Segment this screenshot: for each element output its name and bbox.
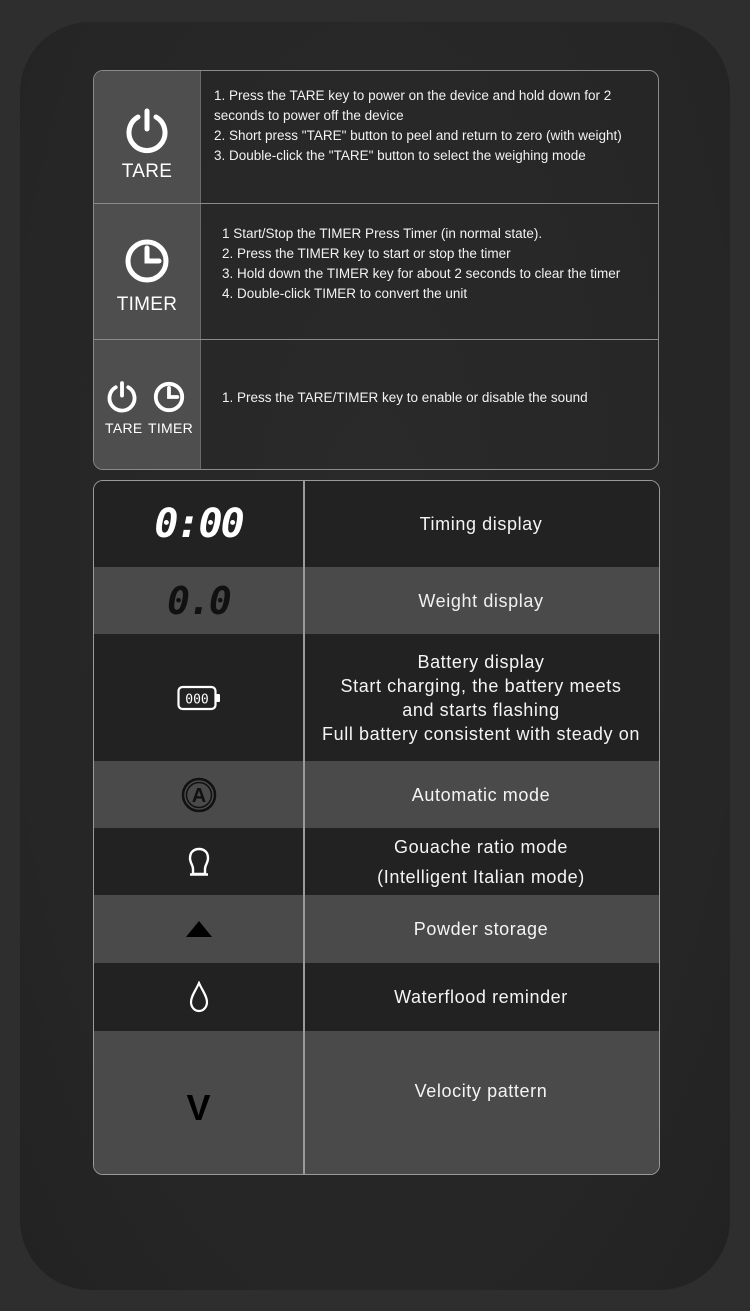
description-line: Battery display: [417, 651, 545, 672]
display-description: [303, 761, 659, 828]
tare-instructions: [214, 86, 650, 166]
instruction-line: 4. Double-click TIMER to convert the unit: [222, 286, 468, 301]
battery-digits: 000: [184, 692, 209, 707]
key-row-tare-timer: [94, 340, 658, 470]
description-line: Timing display: [419, 514, 543, 534]
power-icon: [124, 108, 170, 154]
icon-cell: [94, 1031, 303, 1175]
icon-cell: [94, 567, 303, 634]
description-line: Start charging, the battery meets: [340, 675, 622, 696]
display-description: [303, 567, 659, 634]
key-icon-cell: [94, 204, 201, 339]
portafilter-icon: [186, 847, 212, 877]
segment-digits-timer-icon: 0:00: [154, 501, 243, 547]
tare-label: TARE: [105, 420, 143, 436]
description-line: Powder storage: [413, 919, 549, 939]
description-line: Velocity pattern: [414, 1081, 548, 1101]
icon-cell: [94, 828, 303, 895]
display-row-velocity: [94, 1031, 659, 1175]
display-description: [303, 895, 659, 963]
letter-v-icon: V: [186, 1086, 211, 1128]
instruction-line: 1. Press the TARE key to power on the device and hold down for 2 seconds to power off the device: [214, 88, 612, 123]
key-row-timer: [94, 204, 658, 340]
instruction-line: 3. Hold down the TIMER key for about 2 seconds to clear the timer: [222, 266, 621, 281]
display-description: [303, 481, 659, 567]
display-row-automatic: [94, 761, 659, 828]
description-line: Waterflood reminder: [394, 987, 568, 1007]
display-description: [303, 828, 659, 895]
column-divider: [303, 481, 305, 1174]
icon-cell: [94, 634, 303, 761]
key-icon-cell: [94, 340, 201, 470]
timer-instructions: [222, 224, 650, 304]
display-row-waterflood: [94, 963, 659, 1031]
icon-cell: [94, 963, 303, 1031]
instruction-line: 2. Short press "TARE" button to peel and return to zero (with weight): [214, 128, 622, 143]
instruction-line: 1. Press the TARE/TIMER key to enable or disable the sound: [222, 390, 588, 405]
icon-cell: [94, 895, 303, 963]
timer-label: TIMER: [116, 294, 178, 315]
sound-instructions: [222, 388, 650, 408]
description-line: Gouache ratio mode: [394, 836, 568, 857]
circled-a-letter: A: [191, 784, 206, 807]
display-row-gouache: [94, 828, 659, 895]
display-row-powder: [94, 895, 659, 963]
tare-label: TARE: [121, 161, 173, 182]
key-row-tare: [94, 71, 658, 204]
icon-cell: [94, 481, 303, 567]
instruction-line: 1 Start/Stop the TIMER Press Timer (in normal state).: [222, 226, 543, 241]
display-description: [303, 634, 659, 761]
clock-icon: [124, 238, 170, 284]
clock-icon: [153, 381, 185, 413]
description-line: and starts flashing: [402, 699, 560, 720]
description-line: Weight display: [418, 590, 544, 611]
icon-cell: [94, 761, 303, 828]
key-icon-cell: [94, 71, 201, 203]
battery-icon: [177, 685, 221, 711]
instruction-line: 2. Press the TIMER key to start or stop the timer: [222, 246, 511, 261]
display-row-timing: [94, 481, 659, 567]
display-description: [303, 1031, 659, 1175]
timer-label: TIMER: [148, 420, 194, 436]
water-drop-icon: [188, 981, 210, 1013]
power-icon: [106, 381, 138, 413]
keys-table: [93, 70, 659, 470]
display-description: [303, 963, 659, 1031]
display-table: [93, 480, 660, 1175]
display-row-battery: [94, 634, 659, 761]
description-line: (Intelligent Italian mode): [377, 866, 585, 887]
description-line: Automatic mode: [411, 784, 551, 805]
instruction-line: 3. Double-click the "TARE" button to select the weighing mode: [214, 148, 586, 163]
description-line: Full battery consistent with steady on: [322, 723, 640, 744]
circled-a-icon: [181, 777, 217, 813]
segment-digits-weight-icon: 0.0: [167, 578, 230, 623]
triangle-up-icon: [184, 919, 214, 939]
display-row-weight: [94, 567, 659, 634]
